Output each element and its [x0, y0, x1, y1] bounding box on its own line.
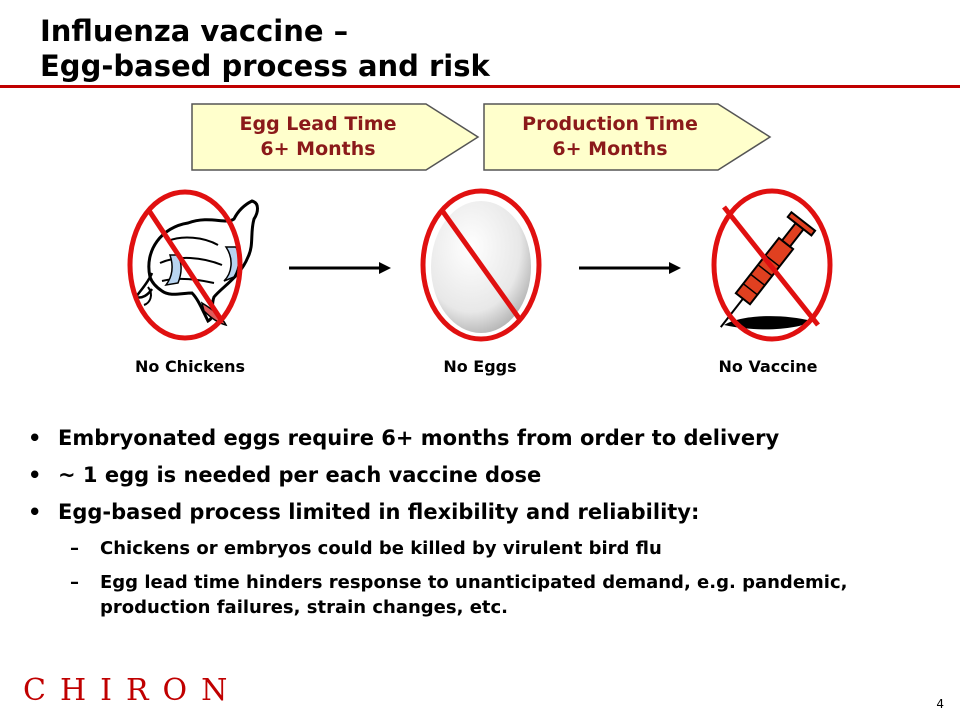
dash-icon: –: [70, 572, 79, 593]
stage-no-vaccine: [700, 185, 850, 349]
phase-duration: 6+ Months: [260, 138, 376, 160]
bullet-item: [28, 499, 938, 525]
phase-label: Egg Lead Time: [239, 113, 397, 135]
phase-chevron-egg-lead-time: [190, 102, 480, 172]
chiron-logo: CHIRON: [23, 673, 242, 708]
title-line-1: Influenza vaccine –: [40, 14, 349, 48]
sub-bullet-text: Chickens or embryos could be killed by virulent bird flu: [100, 538, 662, 559]
stage-no-chickens: [122, 185, 272, 349]
phase-label: Production Time: [522, 113, 698, 135]
bullet-item: [28, 462, 938, 488]
stage-no-eggs: [413, 185, 553, 349]
bullet-text: ~ 1 egg is needed per each vaccine dose: [58, 463, 542, 487]
chicken-icon: [122, 185, 272, 345]
stage-label: No Vaccine: [718, 357, 818, 376]
bullet-dot-icon: •: [28, 463, 42, 487]
syringe-icon: [700, 185, 850, 345]
arrow-right-icon: [285, 258, 395, 278]
sub-bullet-item: [28, 570, 938, 620]
bullet-text: Embryonated eggs require 6+ months from order to delivery: [58, 426, 780, 450]
dash-icon: –: [70, 538, 79, 559]
bullet-dot-icon: •: [28, 426, 42, 450]
title-divider: [0, 85, 960, 88]
title-line-2: Egg-based process and risk: [40, 49, 490, 83]
phase-chevron-production-time: [482, 102, 772, 172]
bullet-item: [28, 425, 938, 451]
sub-bullet-text: Egg lead time hinders response to unanticipated demand, e.g. pandemic, production failures, strain changes, etc.: [100, 572, 848, 618]
bullet-dot-icon: •: [28, 500, 42, 524]
slide-title: [40, 14, 490, 84]
sub-bullet-item: [28, 536, 938, 561]
stage-label: No Eggs: [443, 357, 517, 376]
stage-label: No Chickens: [134, 357, 246, 376]
egg-icon: [413, 185, 553, 345]
arrow-right-icon: [575, 258, 685, 278]
bullet-text: Egg-based process limited in flexibility and reliability:: [58, 500, 700, 524]
page-number: 4: [936, 697, 944, 711]
phase-duration: 6+ Months: [552, 138, 668, 160]
bullet-list: [28, 425, 938, 629]
